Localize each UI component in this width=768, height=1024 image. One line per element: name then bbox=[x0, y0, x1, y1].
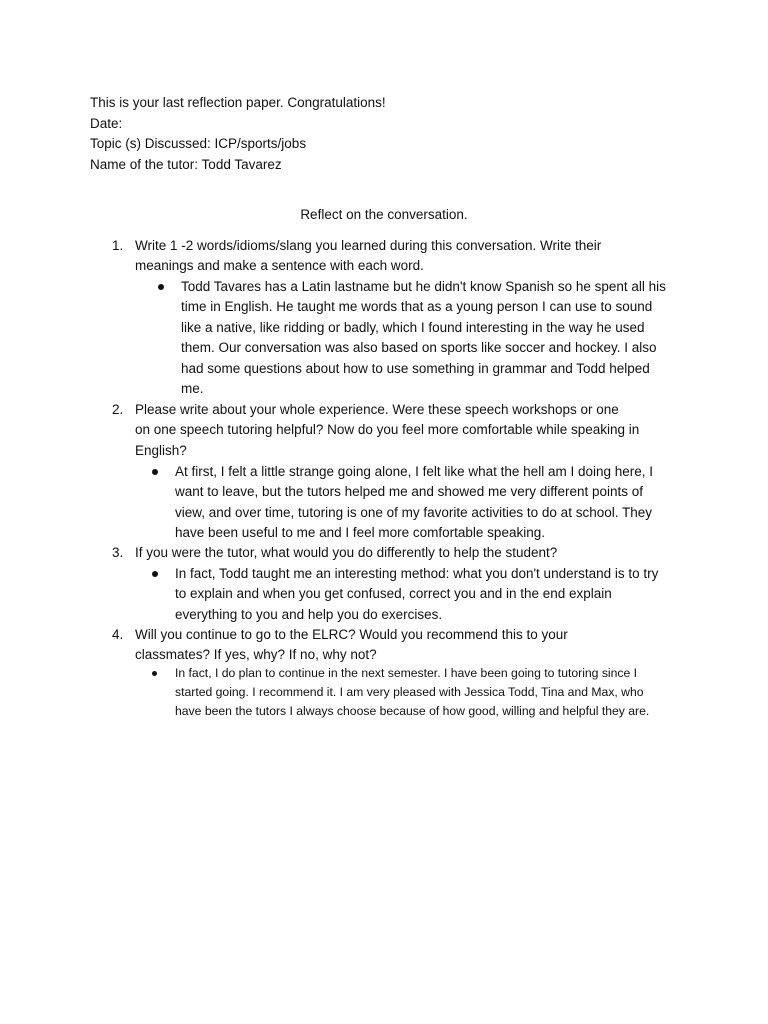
question-line: Write 1 -2 words/idioms/slang you learned during this conversation. Write their bbox=[135, 238, 602, 253]
answer-line: have been useful to me and I feel more comfortable speaking. bbox=[175, 525, 545, 541]
topic-line: Topic (s) Discussed: ICP/sports/jobs bbox=[90, 136, 307, 151]
answer-text bbox=[181, 277, 681, 399]
answer-line: have been the tutors I always choose because of how good, willing and helpful they are. bbox=[175, 704, 650, 719]
answer-line: had some questions about how to use something in grammar and Todd helped bbox=[181, 360, 650, 376]
question-number: 2. bbox=[112, 402, 124, 417]
answer-line: Todd Tavares has a Latin lastname but he didn't know Spanish so he spent all his bbox=[181, 279, 666, 294]
question-line: Will you continue to go to the ELRC? Would you recommend this to your bbox=[135, 627, 568, 642]
question-line: on one speech tutoring helpful? Now do you feel more comfortable while speaking in bbox=[135, 422, 640, 438]
question-text bbox=[135, 625, 655, 666]
header-block bbox=[90, 93, 690, 175]
answer-line: to explain and when you get confused, correct you and in the end explain bbox=[175, 586, 612, 602]
section-title: Reflect on the conversation. bbox=[300, 207, 468, 222]
question-line: If you were the tutor, what would you do differently to help the student? bbox=[135, 545, 558, 560]
answer-line: started going. I recommend it. I am very pleased with Jessica Todd, Tina and Max, who bbox=[175, 685, 644, 700]
answer-text bbox=[175, 462, 685, 544]
question-number: 3. bbox=[112, 545, 124, 560]
question-line: Please write about your whole experience. Were these speech workshops or one bbox=[135, 402, 619, 417]
question-text bbox=[135, 543, 655, 563]
intro-line: This is your last reflection paper. Congratulations! bbox=[90, 95, 386, 110]
date-line: Date: bbox=[90, 115, 123, 131]
bullet-icon bbox=[158, 284, 164, 290]
answer-line: At first, I felt a little strange going alone, I felt like what the hell am I doing here, I bbox=[175, 464, 654, 479]
answer-text bbox=[175, 564, 685, 625]
question-line: classmates? If yes, why? If no, why not? bbox=[135, 647, 377, 663]
question-text bbox=[135, 400, 655, 461]
question-text bbox=[135, 236, 655, 277]
question-line: English? bbox=[135, 442, 187, 458]
answer-line: me. bbox=[181, 381, 204, 397]
question-line: meanings and make a sentence with each word. bbox=[135, 258, 424, 274]
answer-line: In fact, Todd taught me an interesting method: what you don't understand is to try bbox=[175, 566, 659, 581]
answer-line: In fact, I do plan to continue in the next semester. I have been going to tutoring since I bbox=[175, 666, 638, 680]
answer-line: like a native, like ridding or badly, which I found interesting in the way he used bbox=[181, 319, 645, 335]
tutor-line: Name of the tutor: Todd Tavarez bbox=[90, 156, 282, 172]
answer-line: view, and over time, tutoring is one of my favorite activities to do at school. They bbox=[175, 504, 652, 520]
answer-line: want to leave, but the tutors helped me and showed me very different points of bbox=[175, 484, 644, 500]
bullet-icon bbox=[152, 571, 158, 577]
bullet-icon bbox=[152, 671, 157, 676]
question-number: 1. bbox=[112, 238, 124, 253]
answer-line: everything to you and help you do exercises. bbox=[175, 606, 443, 622]
answer-line: them. Our conversation was also based on sports like soccer and hockey. I also bbox=[181, 340, 657, 356]
answer-line: time in English. He taught me words that as a young person I can use to sound bbox=[181, 299, 653, 315]
answer-text bbox=[175, 664, 685, 722]
bullet-icon bbox=[152, 469, 158, 475]
question-number: 4. bbox=[112, 627, 124, 642]
